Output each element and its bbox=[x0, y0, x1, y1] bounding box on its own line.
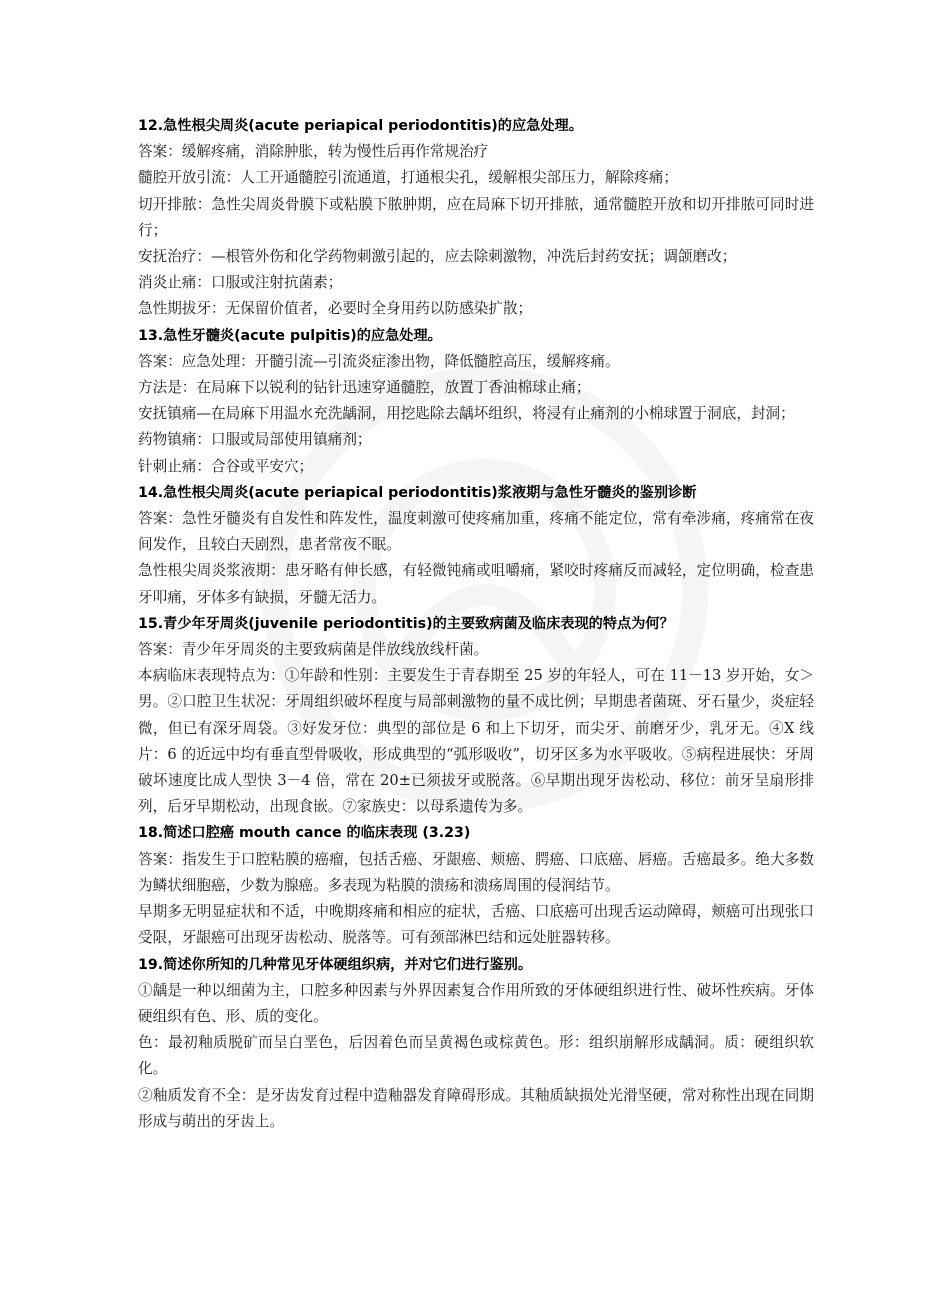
question-13-answer-line-1: 答案：应急处理：开髓引流—引流炎症渗出物，降低髓腔高压，缓解疼痛。 bbox=[138, 352, 620, 370]
question-18-heading: 18.简述口腔癌 mouth cance 的临床表现 (3.23) bbox=[138, 825, 471, 842]
question-19-answer-line-1: ①龋是一种以细菌为主，口腔多种因素与外界因素复合作用所致的牙体硬组织进行性、破坏性疾病。牙体硬组织有色、形、质的变化。 bbox=[138, 981, 814, 1025]
question-12-answer-line-3: 切开排脓：急性尖周炎骨膜下或粘膜下脓肿期，应在局麻下切开排脓，通常髓腔开放和切开排脓可同时进行； bbox=[138, 195, 814, 239]
question-19-answer-line-2: 色：最初釉质脱矿而呈白垩色，后因着色而呈黄褐色或棕黄色。形：组织崩解形成龋洞。质：硬组织软化。 bbox=[138, 1034, 814, 1078]
question-14-answer-line-2: 急性根尖周炎浆液期：患牙略有伸长感，有轻微钝痛或咀嚼痛，紧咬时疼痛反而减轻，定位明确，检查患牙叩痛，牙体多有缺损，牙髓无活力。 bbox=[138, 562, 814, 606]
question-15-heading: 15.青少年牙周炎(juvenile periodontitis)的主要致病菌及临床表现的特点为何？ bbox=[138, 615, 674, 632]
question-15-answer-line-2: 本病临床表现特点为：①年龄和性别：主要发生于青春期至 25 岁的年轻人，可在 11－13 岁开始，女＞男。②口腔卫生状况：牙周组织破坏程度与局部刺激物的量不成比例；早期患者菌斑、牙石量少，炎症轻微，但已有深牙周袋。③好发牙位：典型的部位是 6 和上下切牙，而尖牙、前磨牙少，乳牙无。④X 线片：6 的近远中均有垂直型骨吸收，形成典型的“弧形吸收”，切牙区多为水平吸收。⑤病程进展快：牙周破坏速度比成人型快 3－4 倍，常在 20±已须拔牙或脱落。⑥早期出现牙齿松动、移位：前牙呈扇形排列，后牙早期松动，出现食嵌。⑦家族史：以母系遗传为多。 bbox=[138, 667, 814, 816]
question-19-answer-line-3: ②釉质发育不全：是牙齿发育过程中造釉器发育障碍形成。其釉质缺损处光滑坚硬，常对称性出现在同期形成与萌出的牙齿上。 bbox=[138, 1086, 814, 1130]
question-12-heading: 12.急性根尖周炎(acute periapical periodontitis)的应急处理。 bbox=[138, 118, 583, 134]
question-14-heading: 14.急性根尖周炎(acute periapical periodontitis)浆液期与急性牙髓炎的鉴别诊断 bbox=[138, 484, 697, 501]
question-12-answer-line-4: 安抚治疗：—根管外伤和化学药物刺激引起的，应去除刺激物，冲洗后封药安抚；调颌磨改； bbox=[138, 248, 737, 266]
question-12-answer-line-1: 答案：缓解疼痛，消除肿胀，转为慢性后再作常规治疗 bbox=[138, 143, 489, 161]
question-18-answer-line-1: 答案：指发生于口腔粘膜的癌瘤，包括舌癌、牙龈癌、颊癌、腭癌、口底癌、唇癌。舌癌最多。绝大多数为鳞状细胞癌，少数为腺癌。多表现为粘膜的溃疡和溃疡周围的侵润结节。 bbox=[138, 850, 814, 894]
question-12-answer-line-5: 消炎止痛：口服或注射抗菌素； bbox=[138, 274, 343, 292]
question-14-answer-line-1: 答案：急性牙髓炎有自发性和阵发性，温度刺激可使疼痛加重，疼痛不能定位，常有牵涉痛，疼痛常在夜间发作，且较白天剧烈，患者常夜不眠。 bbox=[138, 510, 814, 554]
question-12-answer-line-6: 急性期拔牙：无保留价值者，必要时全身用药以防感染扩散； bbox=[138, 300, 533, 318]
question-13-answer-line-5: 针刺止痛：合谷或平安穴； bbox=[138, 457, 314, 475]
question-13-answer-line-2: 方法是：在局麻下以锐利的钻针迅速穿通髓腔，放置丁香油棉球止痛； bbox=[138, 379, 591, 397]
question-13-heading: 13.急性牙髓炎(acute pulpitis)的应急处理。 bbox=[138, 327, 442, 344]
question-12-answer-line-2: 髓腔开放引流：人工开通髓腔引流通道，打通根尖孔，缓解根尖部压力，解除疼痛； bbox=[138, 169, 678, 187]
question-13-answer-line-4: 药物镇痛：口服或局部使用镇痛剂； bbox=[138, 431, 372, 449]
question-19-heading: 19.简述你所知的几种常见牙体硬组织病，并对它们进行鉴别。 bbox=[138, 956, 533, 973]
question-15-answer-line-1: 答案：青少年牙周炎的主要致病菌是伴放线放线杆菌。 bbox=[138, 641, 489, 659]
question-18-answer-line-2: 早期多无明显症状和不适，中晚期疼痛和相应的症状，舌癌、口底癌可出现舌运动障碍，颊癌可出现张口受限，牙龈癌可出现牙齿松动、脱落等。可有颈部淋巴结和远处脏器转移。 bbox=[138, 903, 814, 947]
document-body bbox=[138, 113, 814, 1135]
question-13-answer-line-3: 安抚镇痛—在局麻下用温水充洗龋洞，用挖匙除去龋坏组织，将浸有止痛剂的小棉球置于洞底，封洞； bbox=[138, 405, 795, 423]
